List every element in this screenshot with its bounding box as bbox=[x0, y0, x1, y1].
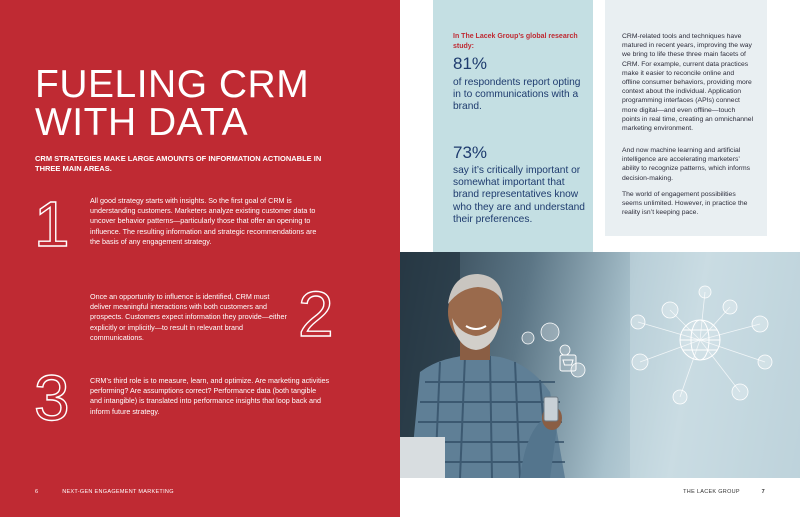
footer-left bbox=[35, 489, 174, 495]
page-number-left: 6 bbox=[35, 489, 39, 495]
page-number-right: 7 bbox=[761, 489, 765, 495]
globe-icon bbox=[680, 320, 720, 360]
strategy-text-3: CRM’s third role is to measure, learn, and optimize. Are marketing activities performing? Are assumptions correct? Performance data (both tangible and intangible) is translated into performance insights that loop back and inform future strategy. bbox=[90, 376, 330, 416]
headline-line-1: FUELING CRM bbox=[35, 63, 310, 106]
stat-value-2: 73% bbox=[453, 143, 488, 162]
page-subhead: CRM STRATEGIES MAKE LARGE AMOUNTS OF INFORMATION ACTIONABLE IN THREE MAIN AREAS. bbox=[35, 154, 322, 173]
smartphone-icon bbox=[544, 397, 558, 421]
body-paragraph-1: CRM-related tools and techniques have matured in recent years, improving the way we bring to life these three main facets of CRM. For example, current data practices make it easier to reconcile online and offline consumer behaviors, providing more context about the individual. Application programming interfaces (APIs) connect more digital—and even offline—touch points in real time, creating an omnichannel marketing environment. bbox=[622, 33, 754, 133]
right-page bbox=[400, 0, 800, 517]
stat-value-1: 81% bbox=[453, 54, 488, 73]
strategy-text-1: All good strategy starts with insights. So the first goal of CRM is understanding customers. Marketers analyze existing customer data to uncover behavior patterns—particularly those that offer an opening to influence. The resulting information and strategic recommendations are the basis of any engagement strategy. bbox=[90, 196, 317, 246]
photo-illustration bbox=[400, 252, 800, 478]
strategy-text-2: Once an opportunity to influence is identified, CRM must deliver meaningful interactions with both customers and prospects. Customers expect information they provide—either explicitly or implicitly—to result in relevant brand communications. bbox=[90, 292, 287, 342]
stats-intro: In The Lacek Group’s global research study: bbox=[453, 33, 578, 50]
headline-line-2: WITH DATA bbox=[35, 101, 249, 144]
shopping-cart-icon bbox=[560, 355, 576, 371]
stat-text-1: of respondents report opting in to communications with a brand. bbox=[453, 77, 581, 113]
stat-text-2: say it’s critically important or somewhat important that brand representatives know who they are and understand their preferences. bbox=[453, 165, 585, 225]
body-paragraph-2: And now machine learning and artificial intelligence are accelerating marketers’ ability to recognize patterns, which informs decision-making. bbox=[622, 147, 751, 182]
footer-right bbox=[683, 489, 765, 495]
strategy-number-2: 2 bbox=[298, 278, 334, 350]
laptop-icon bbox=[400, 437, 445, 478]
stats-callout bbox=[433, 0, 593, 252]
man-with-phone-photo bbox=[400, 252, 800, 478]
body-paragraph-3: The world of engagement possibilities seems unlimited. However, in practice the reality isn’t keeping pace. bbox=[622, 191, 748, 217]
body-text-panel bbox=[605, 0, 767, 236]
strategy-number-3: 3 bbox=[34, 362, 70, 434]
footer-company-name: THE LACEK GROUP bbox=[683, 489, 740, 495]
page-headline bbox=[35, 63, 310, 144]
strategy-number-1: 1 bbox=[34, 188, 70, 260]
footer-publication-title: NEXT-GEN ENGAGEMENT MARKETING bbox=[62, 489, 174, 495]
